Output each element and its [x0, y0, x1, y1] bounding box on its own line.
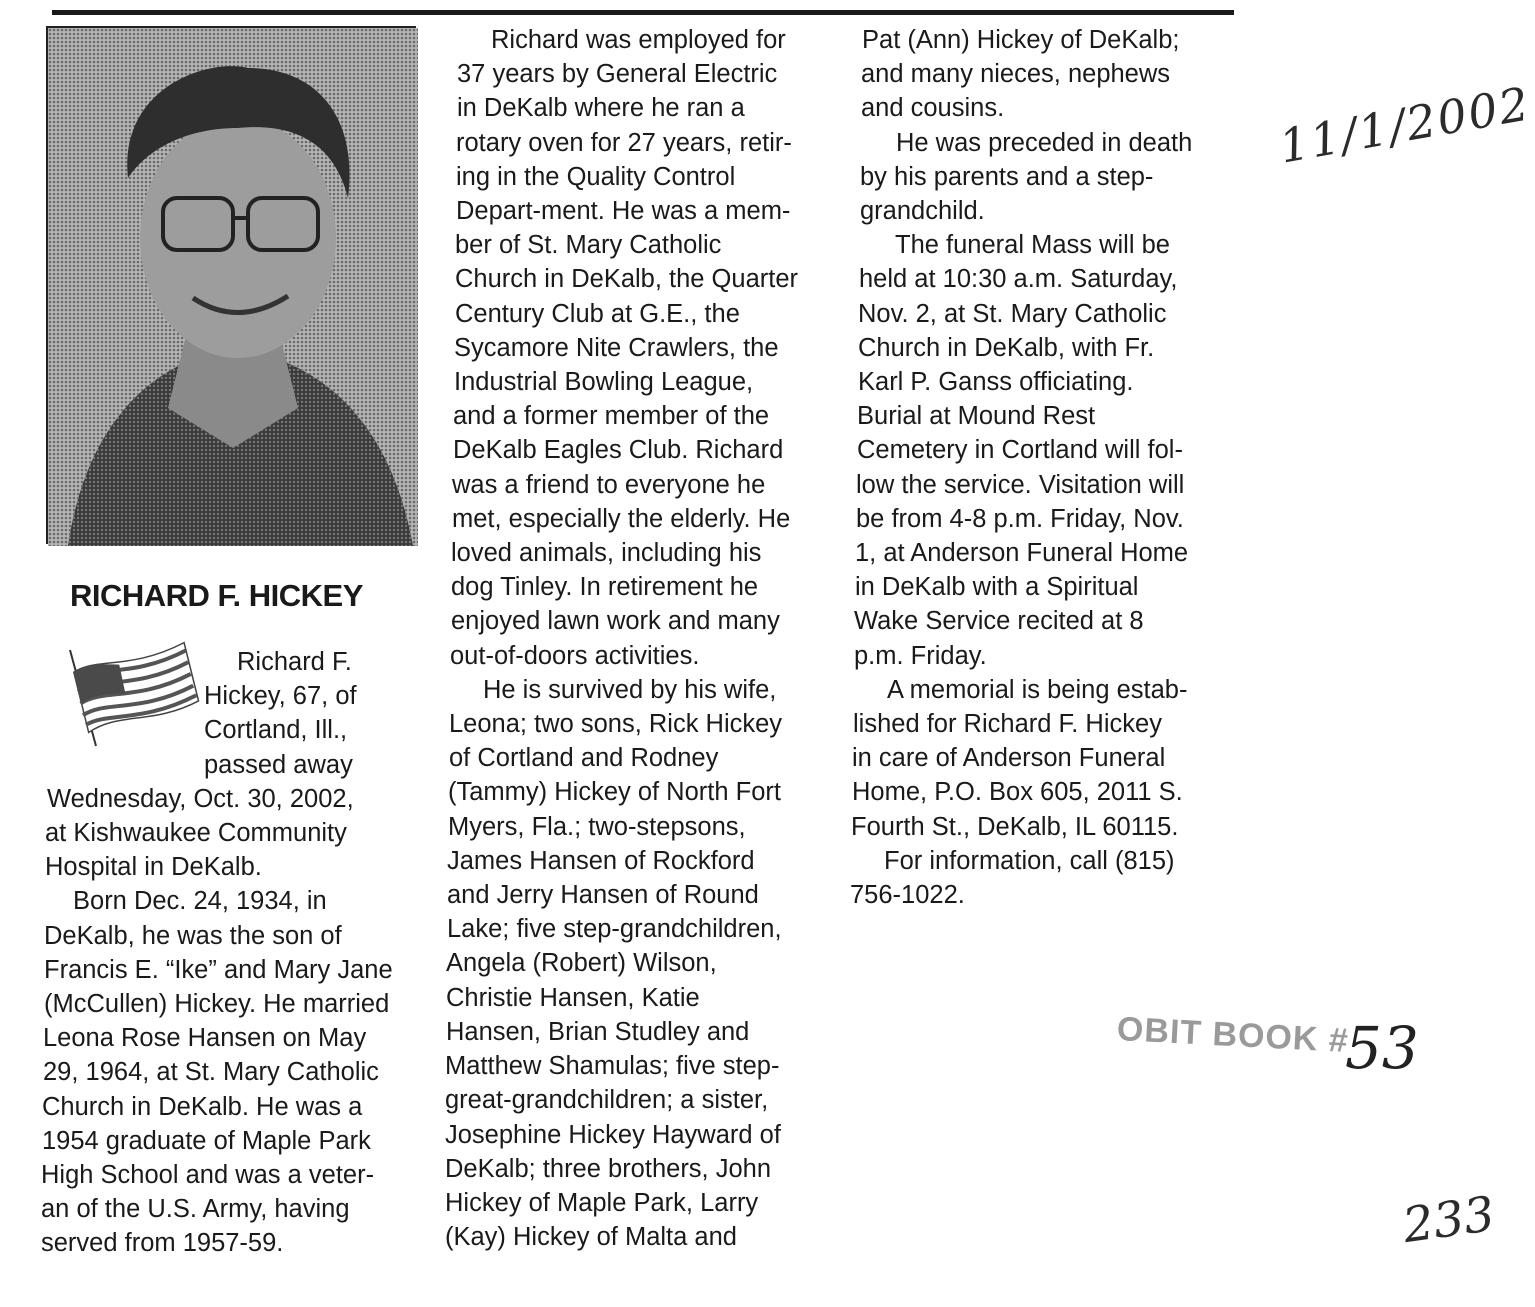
text-line: p.m. Friday.: [854, 641, 987, 670]
text-line: in care of Anderson Funeral: [852, 744, 1166, 773]
text-line: be from 4-8 p.m. Friday, Nov.: [856, 504, 1184, 533]
text-line: enjoyed lawn work and many: [451, 607, 780, 636]
deceased-name: RICHARD F. HICKEY: [70, 578, 363, 613]
text-line: dog Tinley. In retirement he: [451, 573, 759, 602]
portrait-illustration: [48, 28, 418, 546]
text-line: Church in DeKalb. He was a: [42, 1092, 363, 1121]
text-line: For information, call (815): [884, 846, 1175, 875]
text-line: Hickey of Maple Park, Larry: [445, 1188, 759, 1217]
text-line: Hansen, Brian Studley and: [446, 1017, 750, 1046]
text-line: at Kishwaukee Community: [45, 819, 347, 848]
text-line: Leona; two sons, Rick Hickey: [449, 710, 783, 739]
text-line: Wake Service recited at 8: [854, 607, 1144, 636]
text-line: Industrial Bowling League,: [454, 368, 754, 397]
text-line: in DeKalb where he ran a: [457, 94, 745, 123]
text-line: Angela (Robert) Wilson,: [446, 949, 717, 978]
text-line: and a former member of the: [453, 402, 770, 431]
text-line: Sycamore Nite Crawlers, the: [454, 333, 779, 362]
text-line: He is survived by his wife,: [483, 675, 777, 704]
text-line: ing in the Quality Control: [456, 162, 736, 191]
text-line: Matthew Shamulas; five step-: [445, 1052, 780, 1081]
text-line: A memorial is being estab-: [887, 675, 1188, 704]
text-line: Nov. 2, at St. Mary Catholic: [858, 299, 1167, 328]
text-line: (Kay) Hickey of Malta and: [445, 1223, 737, 1252]
text-line: James Hansen of Rockford: [447, 846, 755, 875]
text-line: Richard F.: [237, 648, 352, 676]
text-line: an of the U.S. Army, having: [41, 1195, 350, 1224]
text-line: met, especially the elderly. He: [452, 504, 791, 533]
text-line: out-of-doors activities.: [450, 641, 700, 670]
text-line: passed away: [204, 750, 353, 779]
text-line: Home, P.O. Box 605, 2011 S.: [852, 778, 1183, 807]
text-line: ber of St. Mary Catholic: [455, 231, 722, 260]
obit-book-stamp: OBIT BOOK #: [1116, 1010, 1350, 1061]
text-line: Pat (Ann) Hickey of DeKalb;: [862, 26, 1180, 54]
text-line: and many nieces, nephews: [861, 60, 1171, 89]
text-line: Fourth St., DeKalb, IL 60115.: [851, 812, 1179, 841]
text-line: 1, at Anderson Funeral Home: [855, 539, 1189, 568]
text-line: Born Dec. 24, 1934, in: [73, 887, 327, 916]
text-line: Depart-ment. He was a mem-: [456, 197, 791, 226]
text-line: great-grandchildren; a sister,: [445, 1086, 769, 1115]
text-line: Josephine Hickey Hayward of: [445, 1120, 781, 1149]
obit-book-number: 53: [1345, 1014, 1419, 1082]
text-line: Burial at Mound Rest: [857, 402, 1096, 431]
text-line: Christie Hansen, Katie: [446, 983, 700, 1012]
text-line: of Cortland and Rodney: [449, 744, 719, 773]
text-line: DeKalb; three brothers, John: [445, 1154, 772, 1183]
column-2: [445, 23, 835, 1254]
text-line: He was preceded in death: [896, 128, 1193, 157]
text-line: (Tammy) Hickey of North Fort: [448, 778, 781, 807]
portrait-photo: [46, 26, 416, 544]
text-line: Church in DeKalb, the Quarter: [455, 265, 799, 294]
text-line: 1954 graduate of Maple Park: [42, 1126, 371, 1155]
text-line: lished for Richard F. Hickey: [853, 710, 1162, 739]
text-line: Lake; five step-grandchildren,: [447, 915, 782, 944]
text-line: Francis E. “Ike” and Mary Jane: [44, 955, 393, 984]
text-line: 37 years by General Electric: [457, 60, 778, 89]
text-line: rotary oven for 27 years, retir-: [456, 128, 792, 157]
text-line: Richard was employed for: [491, 26, 786, 54]
text-line: Wednesday, Oct. 30, 2002,: [47, 784, 354, 813]
text-line: Cemetery in Cortland will fol-: [857, 436, 1183, 465]
text-line: Hospital in DeKalb.: [45, 853, 262, 882]
text-line: Century Club at G.E., the: [455, 299, 740, 328]
text-line: by his parents and a step-: [860, 162, 1154, 191]
text-line: loved animals, including his: [451, 539, 762, 568]
text-line: Cortland, Ill.,: [204, 716, 348, 745]
text-line: High School and was a veter-: [41, 1161, 375, 1190]
top-rule: [52, 10, 1234, 15]
text-line: 756-1022.: [850, 881, 965, 910]
text-line: was a friend to everyone he: [452, 470, 766, 499]
text-line: DeKalb Eagles Club. Richard: [453, 436, 784, 465]
text-line: Church in DeKalb, with Fr.: [858, 333, 1155, 362]
text-line: Karl P. Ganss officiating.: [858, 368, 1134, 397]
text-line: and cousins.: [861, 94, 1005, 123]
text-line: DeKalb, he was the son of: [44, 921, 342, 950]
text-line: (McCullen) Hickey. He married: [44, 990, 390, 1019]
text-line: low the service. Visitation will: [856, 470, 1185, 499]
column-3: [850, 23, 1240, 912]
text-line: held at 10:30 a.m. Saturday,: [859, 265, 1178, 294]
text-line: in DeKalb with a Spiritual: [855, 573, 1139, 602]
text-line: The funeral Mass will be: [895, 231, 1170, 260]
text-line: Hickey, 67, of: [204, 682, 357, 711]
text-line: grandchild.: [860, 197, 985, 226]
text-line: served from 1957-59.: [41, 1229, 284, 1258]
text-line: Leona Rose Hansen on May: [43, 1024, 367, 1053]
text-line: and Jerry Hansen of Round: [447, 881, 759, 910]
column-1: [41, 645, 401, 1261]
text-line: Myers, Fla.; two-stepsons,: [448, 812, 746, 841]
text-line: 29, 1964, at St. Mary Catholic: [43, 1058, 379, 1087]
handwritten-page-number: 233: [1399, 1185, 1499, 1255]
handwritten-date: 11/1/2002: [1275, 76, 1535, 174]
